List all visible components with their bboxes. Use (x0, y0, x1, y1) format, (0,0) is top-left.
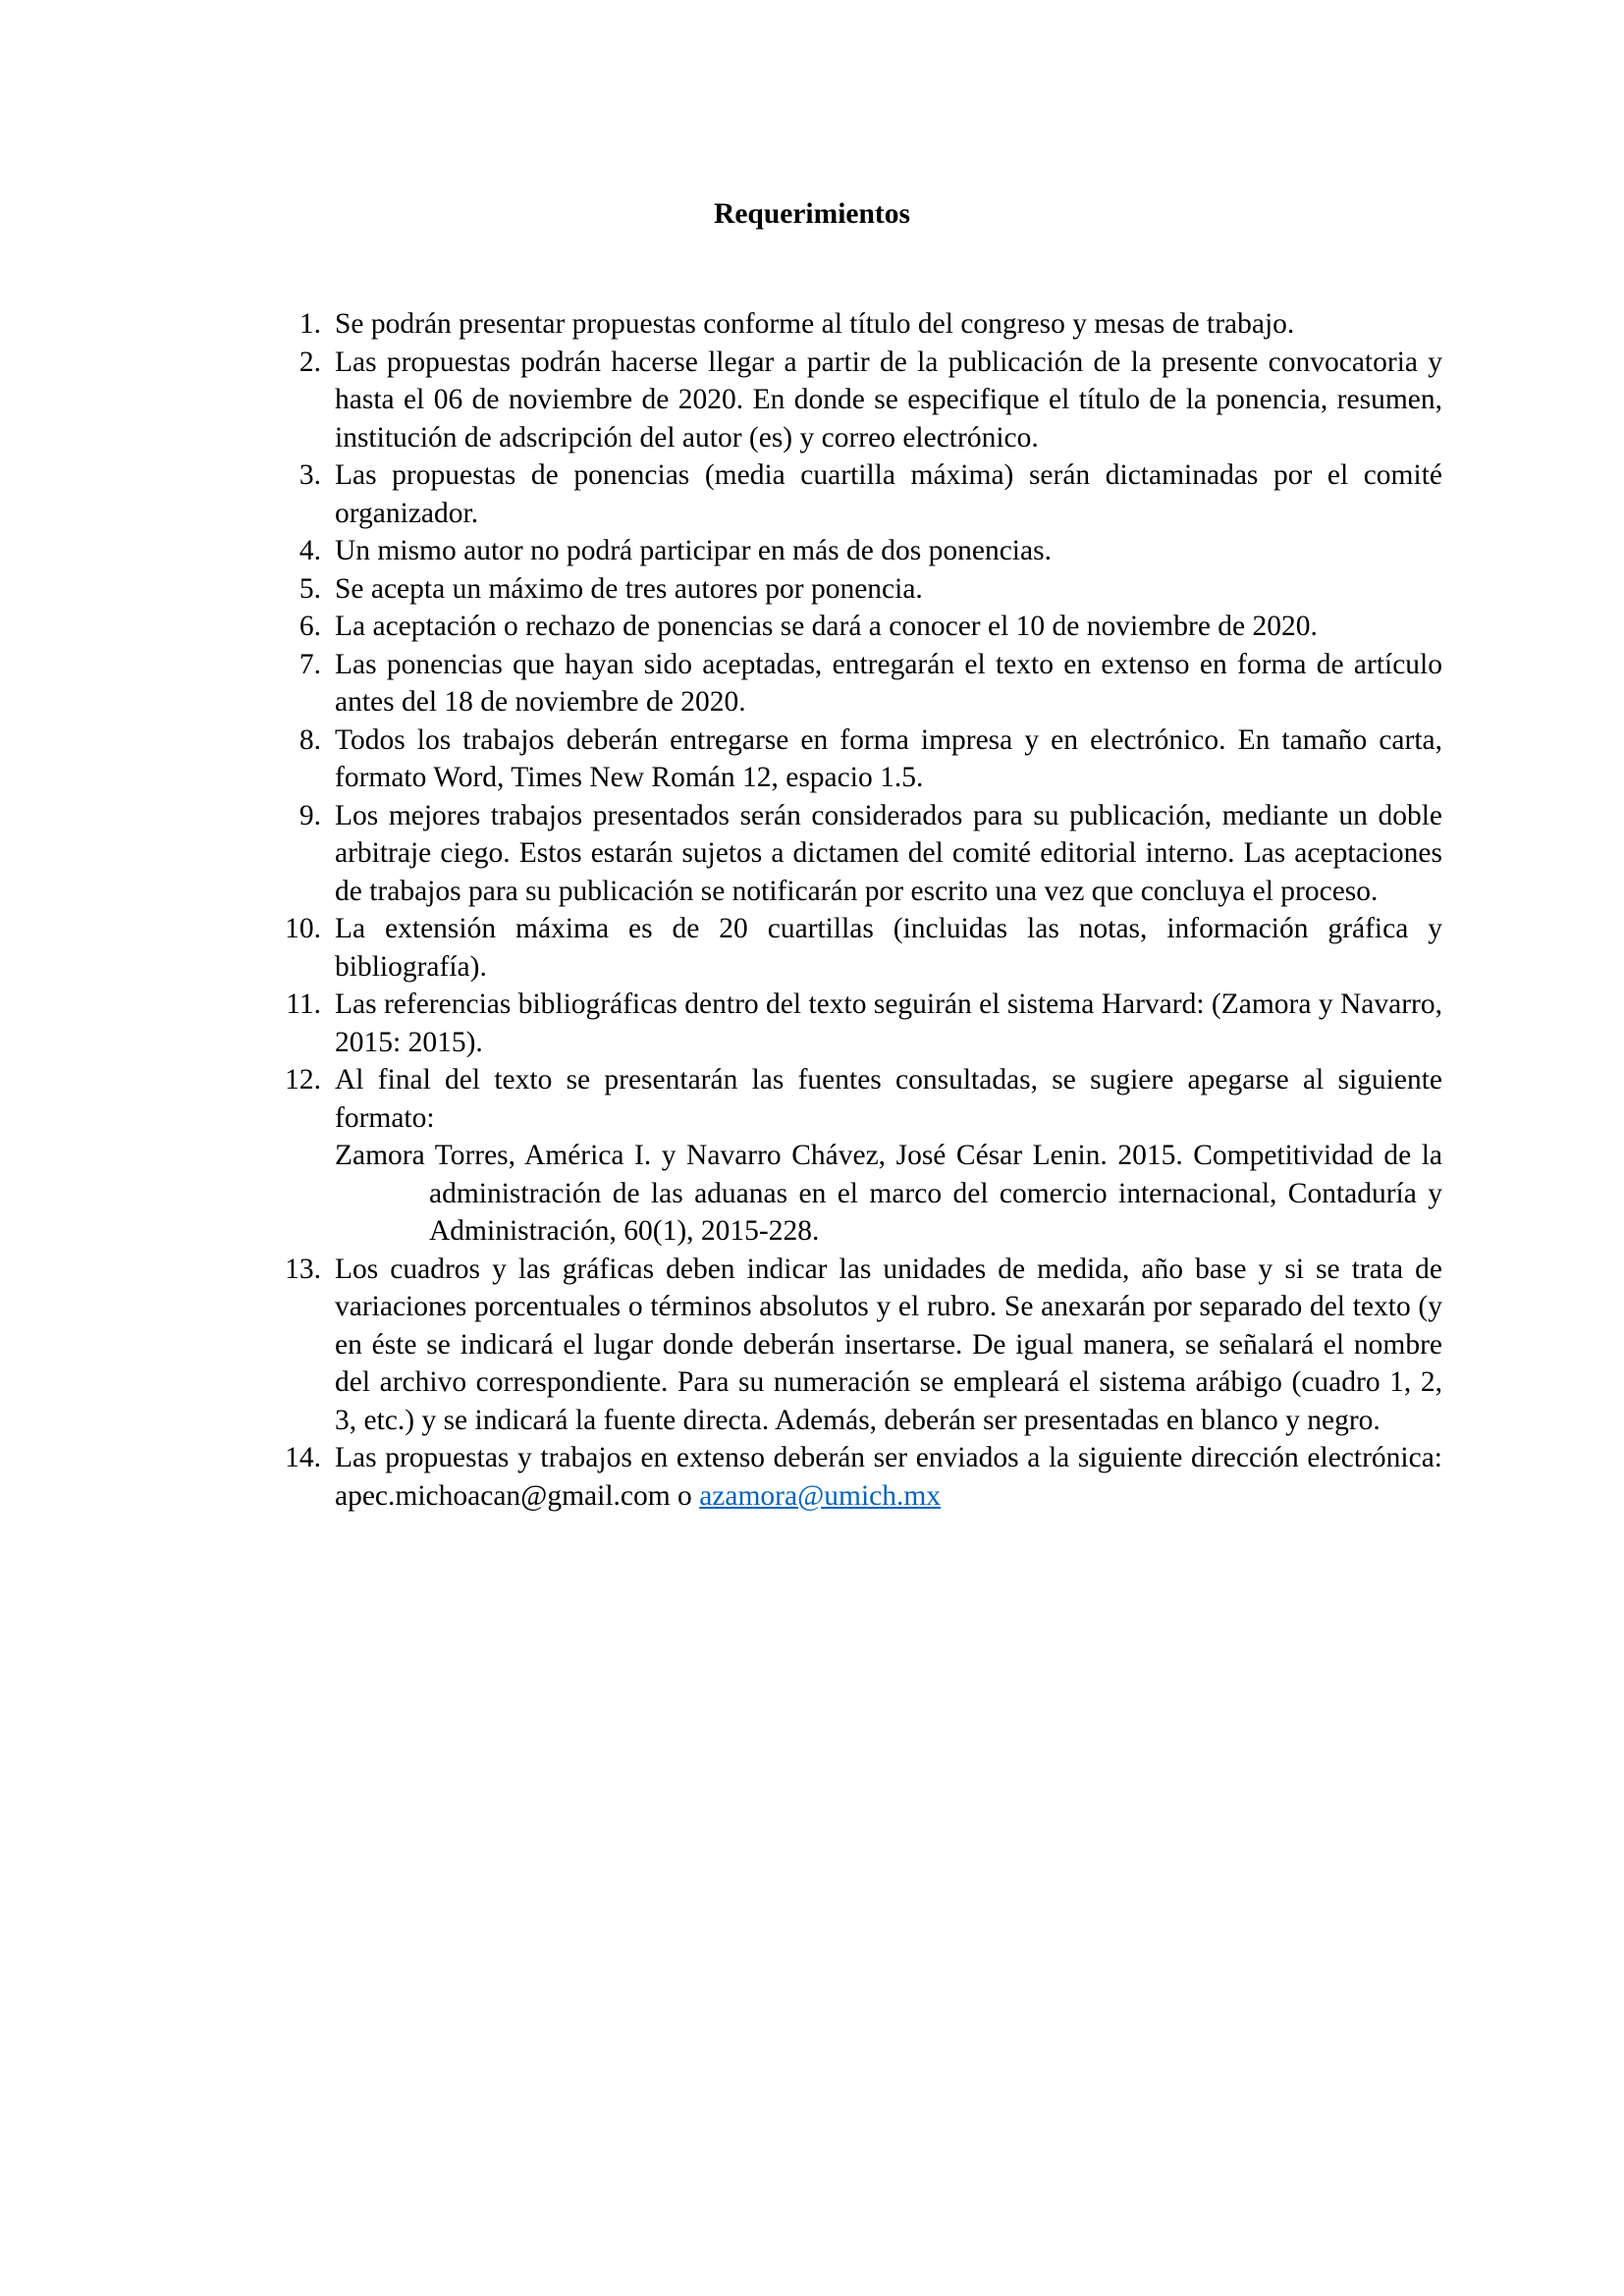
reference-example: Zamora Torres, América I. y Navarro Chávez, José César Lenin. 2015. Competitividad de la administración de las aduanas en el marco del comercio internacional, Contaduría y Administración, 60(1), 2015-228. (335, 1140, 1442, 1247)
item-text: Todos los trabajos deberán entregarse en forma impresa y en electrónico. En tamaño carta, formato Word, Times New Román 12, espacio 1.5. (335, 723, 1442, 793)
list-item-4 (298, 532, 1442, 570)
item-number: 2. (298, 346, 321, 378)
item-text: La aceptación o rechazo de ponencias se dará a conocer el 10 de noviembre de 2020. (335, 611, 1318, 642)
list-item-6 (298, 608, 1442, 646)
item-number: 10. (285, 913, 321, 944)
item-text: Un mismo autor no podrá participar en más de dos ponencias. (335, 535, 1052, 566)
item-number: 11. (286, 988, 321, 1020)
item-text: Al final del texto se presentarán las fuentes consultadas, se sugiere apegarse al siguiente formato: (335, 1064, 1442, 1134)
item-text: Los mejores trabajos presentados serán considerados para su publicación, mediante un doble arbitraje ciego. Estos estarán sujetos a dictamen del comité editorial interno. Las aceptaciones de trabajos para su publicación se notificarán por escrito una vez que concluya el proceso. (335, 799, 1442, 907)
item-number: 9. (298, 799, 321, 831)
item-text-with-link (335, 1439, 1442, 1515)
list-item-10 (285, 910, 1442, 986)
item-text: Las referencias bibliográficas dentro del texto seguirán el sistema Harvard: (Zamora y Navarro, 2015: 2015). (335, 988, 1442, 1058)
item-number: 5. (298, 572, 321, 605)
item-text: Se podrán presentar propuestas conforme al título del congreso y mesas de trabajo. (335, 308, 1295, 340)
requirements-list (285, 305, 1442, 1515)
item-text: Los cuadros y las gráficas deben indicar las unidades de medida, año base y si se trata de variaciones porcentuales o términos absolutos y el rubro. Se anexarán por separado del texto (y en éste se indicará el lugar donde deberán insertarse. De igual manera, se señalará el nombre del archivo correspondiente. Para su numeración se empleará el sistema arábigo (cuadro 1, 2, 3, etc.) y se indicará la fuente directa. Además, deberán ser presentadas en blanco y negro. (335, 1253, 1442, 1436)
item-text: Las propuestas podrán hacerse llegar a partir de la publicación de la presente convocatoria y hasta el 06 de noviembre de 2020. En donde se especifique el título de la ponencia, resumen, institución de adscripción del autor (es) y correo electrónico. (335, 346, 1442, 454)
item-text: Las ponencias que hayan sido aceptadas, entregarán el texto en extenso en forma de artículo antes del 18 de noviembre de 2020. (335, 648, 1442, 718)
item-number: 6. (298, 611, 321, 642)
item-number: 3. (298, 459, 321, 491)
item-number: 1. (298, 308, 321, 340)
list-item-1 (298, 305, 1442, 344)
list-item-8 (298, 721, 1442, 797)
item-number: 12. (285, 1064, 321, 1095)
item-number: 4. (298, 535, 321, 566)
list-item-3 (298, 456, 1442, 532)
list-item-14 (285, 1439, 1442, 1515)
item-number: 13. (285, 1253, 321, 1285)
item-number: 7. (298, 648, 321, 680)
list-item-5 (298, 570, 1442, 609)
list-item-11 (286, 986, 1442, 1061)
list-item-12 (285, 1061, 1442, 1251)
list-item-2 (298, 344, 1442, 457)
item-text: Las propuestas y trabajos en extenso deberán ser enviados a la siguiente dirección electrónica: apec.michoacan@gmail.com o (335, 1442, 1442, 1512)
item-text: Las propuestas de ponencias (media cuartilla máxima) serán dictaminadas por el comité organizador. (335, 459, 1442, 529)
item-number: 14. (285, 1442, 321, 1473)
list-item-9 (298, 797, 1442, 911)
email-link[interactable]: azamora@umich.mx (699, 1479, 942, 1512)
item-text: La extensión máxima es de 20 cuartillas (incluidas las notas, información gráfica y bibliografía). (335, 913, 1442, 983)
list-item-13 (285, 1251, 1442, 1440)
item-text: Se acepta un máximo de tres autores por ponencia. (335, 572, 923, 605)
item-number: 8. (298, 723, 321, 756)
page-title: Requerimientos (714, 198, 910, 230)
list-item-7 (298, 646, 1442, 721)
